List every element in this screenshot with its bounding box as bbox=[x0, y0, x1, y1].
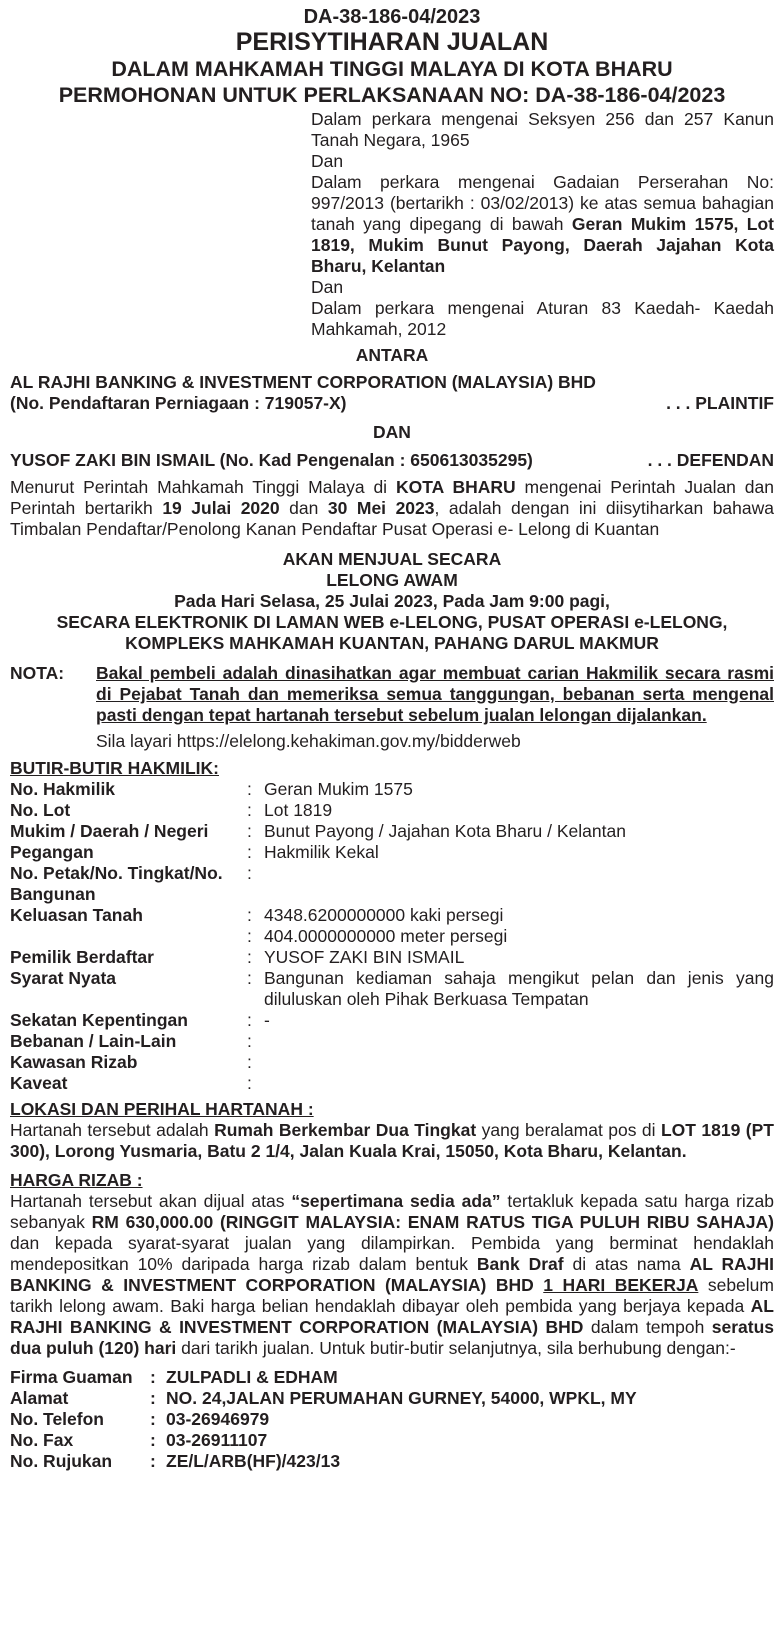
title-detail-value: 4348.6200000000 kaki persegi bbox=[264, 905, 504, 925]
title-detail-label: Keluasan Tanah bbox=[10, 905, 143, 925]
matter-line-2-bold: Geran Mukim 1575, Lot 1819, Mukim Bunut Payong, Daerah Jajahan Kota Bharu, Kelantan bbox=[311, 214, 774, 276]
title-detail-row bbox=[10, 968, 774, 1010]
firm-detail-value: NO. 24,JALAN PERUMAHAN GURNEY, 54000, WPKL, MY bbox=[166, 1388, 637, 1408]
title-detail-value: Hakmilik Kekal bbox=[264, 842, 379, 862]
title-detail-row bbox=[10, 1073, 774, 1094]
nota-text: Bakal pembeli adalah dinasihatkan agar membuat carian Hakmilik secara rasmi di Pejabat Tanah dan memeriksa semua tanggungan, bebanan serta mengenal pasti dengan tepat hartanah tersebut sebelum jualan lelongan dijalankan. bbox=[96, 663, 774, 725]
title-detail-value bbox=[264, 1031, 774, 1052]
title-detail-value: Bangunan kediaman sahaja mengikut pelan dan jenis yang diluluskan oleh Pihak Berkuasa Tempatan bbox=[264, 968, 774, 1009]
title-detail-label: Bebanan / Lain-Lain bbox=[10, 1031, 177, 1051]
title-detail-colon: : bbox=[247, 1073, 252, 1093]
firm-detail-label: Alamat bbox=[10, 1388, 69, 1408]
nota-label: NOTA: bbox=[10, 663, 65, 683]
antara-heading: ANTARA bbox=[355, 345, 429, 365]
title-detail-value: 404.0000000000 meter persegi bbox=[264, 926, 508, 946]
reserve-text-5 bbox=[534, 1275, 543, 1295]
firm-detail-label: No. Telefon bbox=[10, 1409, 104, 1429]
law-firm-table bbox=[10, 1367, 774, 1472]
defendant-name: YUSOF ZAKI BIN ISMAIL (No. Kad Pengenalan : 650613035295) bbox=[10, 450, 533, 470]
title-detail-value: Bunut Payong / Jajahan Kota Bharu / Kelantan bbox=[264, 821, 626, 841]
application-number: PERMOHONAN UNTUK PERLAKSANAAN NO: DA-38-186-04/2023 bbox=[58, 83, 726, 107]
title-detail-row bbox=[10, 800, 774, 821]
firm-detail-label: No. Fax bbox=[10, 1430, 74, 1450]
sale-announcement bbox=[10, 549, 774, 654]
title-detail-value: YUSOF ZAKI BIN ISMAIL bbox=[264, 947, 465, 967]
sale-line-2: LELONG AWAM bbox=[326, 570, 458, 590]
firm-detail-row bbox=[10, 1409, 774, 1430]
firm-detail-label: Firma Guaman bbox=[10, 1367, 133, 1387]
firm-detail-label: No. Rujukan bbox=[10, 1451, 113, 1471]
title-detail-row bbox=[10, 821, 774, 842]
plaintiff-name: AL RAJHI BANKING & INVESTMENT CORPORATION (MALAYSIA) BHD bbox=[10, 372, 596, 392]
order-text-4: , adalah dengan ini diisytiharkan bahawa Timbalan Pendaftar/Penolong Kanan Pendaftar Pusat Operasi e- Lelong di Kuantan bbox=[10, 498, 775, 539]
firm-detail-row bbox=[10, 1451, 774, 1472]
matter-line-1: Dalam perkara mengenai Seksyen 256 dan 257 Kanun Tanah Negara, 1965 bbox=[311, 109, 774, 150]
title-detail-row bbox=[10, 863, 774, 905]
title-detail-label: Kaveat bbox=[10, 1073, 68, 1093]
matter-line-2 bbox=[311, 172, 774, 277]
firm-detail-value: 03-26946979 bbox=[166, 1409, 270, 1429]
reserve-text-6: sebelum tarikh lelong awam. Baki harga belian hendaklah dibayar oleh pembida yang berjaya kepada bbox=[10, 1275, 774, 1316]
title-detail-row bbox=[10, 926, 774, 947]
reserve-bold-1: “sepertimana sedia ada” bbox=[291, 1191, 501, 1211]
reserve-bold-5: 1 HARI BEKERJA bbox=[543, 1275, 699, 1295]
title-detail-colon: : bbox=[247, 1031, 252, 1051]
document-title: PERISYTIHARAN JUALAN bbox=[235, 28, 549, 56]
dan-heading: DAN bbox=[373, 422, 411, 442]
title-detail-value: Lot 1819 bbox=[264, 800, 333, 820]
reserve-paragraph bbox=[10, 1191, 774, 1359]
title-detail-value: - bbox=[264, 1010, 270, 1030]
firm-detail-colon: : bbox=[150, 1430, 156, 1450]
title-detail-label: No. Petak/No. Tingkat/No. Bangunan bbox=[10, 863, 223, 904]
title-detail-row bbox=[10, 1031, 774, 1052]
title-detail-colon: : bbox=[247, 842, 252, 862]
title-detail-row bbox=[10, 947, 774, 968]
title-detail-colon: : bbox=[247, 863, 252, 883]
elelong-link[interactable]: Sila layari https://elelong.kehakiman.gov.my/bidderweb bbox=[96, 731, 521, 751]
matter-line-2-text: Dalam perkara mengenai Gadaian Perserahan No: 997/2013 (bertarikh : 03/02/2013) ke atas semua bahagian tanah yang dipegang di bawah bbox=[311, 172, 774, 234]
title-detail-value: Geran Mukim 1575 bbox=[264, 779, 413, 799]
reserve-price: RM 630,000.00 (RINGGIT MALAYSIA: ENAM RATUS TIGA PULUH RIBU SAHAJA) bbox=[91, 1212, 775, 1232]
matter-line-3: Dalam perkara mengenai Aturan 83 Kaedah- Kaedah Mahkamah, 2012 bbox=[311, 298, 774, 339]
sale-date-time: Pada Hari Selasa, 25 Julai 2023, Pada Jam 9:00 pagi, bbox=[174, 591, 610, 611]
property-type: Rumah Berkembar Dua Tingkat bbox=[214, 1120, 477, 1140]
matter-block bbox=[311, 109, 774, 340]
firm-detail-colon: : bbox=[150, 1367, 156, 1387]
title-detail-value bbox=[264, 863, 774, 905]
plaintiff-role: . . . PLAINTIF bbox=[666, 393, 774, 413]
reserve-bold-7: seratus dua puluh (120) hari bbox=[10, 1317, 775, 1358]
reserve-text-7: dalam tempoh bbox=[583, 1317, 712, 1337]
plaintiff-registration: (No. Pendaftaran Perniagaan : 719057-X) bbox=[10, 393, 347, 413]
matter-dan-1: Dan bbox=[311, 151, 344, 171]
matter-dan-2: Dan bbox=[311, 277, 344, 297]
location-text-2: yang beralamat pos di bbox=[476, 1120, 661, 1140]
court-name: DALAM MAHKAMAH TINGGI MALAYA DI KOTA BHARU bbox=[111, 57, 673, 81]
reserve-heading: HARGA RIZAB : bbox=[10, 1170, 143, 1190]
sale-venue-2: KOMPLEKS MAHKAMAH KUANTAN, PAHANG DARUL MAKMUR bbox=[125, 633, 659, 653]
reserve-text-1: Hartanah tersebut akan dijual atas bbox=[10, 1191, 292, 1211]
firm-detail-value: ZE/L/ARB(HF)/423/13 bbox=[166, 1451, 341, 1471]
title-detail-value bbox=[264, 1073, 774, 1094]
title-detail-row bbox=[10, 905, 774, 926]
sale-line-1: AKAN MENJUAL SECARA bbox=[282, 549, 502, 569]
order-text-2: mengenai Perintah Jualan dan Perintah bertarikh bbox=[10, 477, 774, 518]
title-detail-label: Mukim / Daerah / Negeri bbox=[10, 821, 209, 841]
reserve-text-2: tertakluk kepada satu harga rizab sebanyak bbox=[10, 1191, 775, 1232]
firm-detail-value: 03-26911107 bbox=[166, 1430, 268, 1450]
title-detail-colon: : bbox=[247, 821, 252, 841]
title-detail-colon: : bbox=[247, 800, 252, 820]
title-details-table bbox=[10, 779, 774, 1094]
title-detail-row bbox=[10, 842, 774, 863]
firm-detail-colon: : bbox=[150, 1451, 156, 1471]
firm-detail-colon: : bbox=[150, 1388, 156, 1408]
title-detail-colon: : bbox=[247, 926, 252, 946]
title-detail-label: No. Lot bbox=[10, 800, 71, 820]
title-detail-label: Pemilik Berdaftar bbox=[10, 947, 154, 967]
title-details-heading: BUTIR-BUTIR HAKMILIK: bbox=[10, 758, 219, 778]
firm-detail-row bbox=[10, 1367, 774, 1388]
title-detail-label: No. Hakmilik bbox=[10, 779, 116, 799]
order-text-3: dan bbox=[279, 498, 328, 518]
defendant-row bbox=[10, 450, 774, 471]
plaintiff-row bbox=[10, 393, 774, 414]
location-text-1: Hartanah tersebut adalah bbox=[10, 1120, 215, 1140]
reserve-text-3: dan kepada syarat-syarat jualan yang dilampirkan. Pembida yang berminat hendaklah mendepositkan 10% daripada harga rizab dalam bentuk bbox=[10, 1233, 774, 1274]
location-heading: LOKASI DAN PERIHAL HARTANAH : bbox=[10, 1099, 314, 1119]
title-detail-colon: : bbox=[247, 779, 252, 799]
order-paragraph bbox=[10, 477, 774, 540]
reserve-bold-4: AL RAJHI BANKING & INVESTMENT CORPORATION (MALAYSIA) BHD bbox=[10, 1254, 774, 1295]
firm-detail-colon: : bbox=[150, 1409, 156, 1429]
firm-detail-row bbox=[10, 1430, 774, 1451]
reserve-text-8: dari tarikh jualan. Untuk butir-butir selanjutnya, sila berhubung dengan:- bbox=[176, 1338, 736, 1358]
location-paragraph bbox=[10, 1120, 774, 1162]
title-detail-row bbox=[10, 779, 774, 800]
reserve-text-4: di atas nama bbox=[563, 1254, 690, 1274]
firm-detail-row bbox=[10, 1388, 774, 1409]
sale-venue-1: SECARA ELEKTRONIK DI LAMAN WEB e-LELONG, PUSAT OPERASI e-LELONG, bbox=[56, 612, 728, 632]
order-bold-2: 19 Julai 2020 bbox=[162, 498, 280, 518]
title-detail-row bbox=[10, 1010, 774, 1031]
nota-block bbox=[10, 663, 774, 752]
reserve-bold-3: Bank Draf bbox=[476, 1254, 564, 1274]
title-detail-colon: : bbox=[247, 1010, 252, 1030]
title-detail-label: Syarat Nyata bbox=[10, 968, 117, 988]
title-detail-colon: : bbox=[247, 1052, 252, 1072]
order-bold-1: KOTA BHARU bbox=[395, 477, 516, 497]
title-detail-label: Kawasan Rizab bbox=[10, 1052, 138, 1072]
nota-body bbox=[96, 663, 774, 752]
order-text-1: Menurut Perintah Mahkamah Tinggi Malaya di bbox=[10, 477, 396, 497]
title-detail-value bbox=[264, 1052, 774, 1073]
property-address: LOT 1819 (PT 300), Lorong Yusmaria, Batu 2 1/4, Jalan Kuala Krai, 15050, Kota Bharu, Kelantan. bbox=[10, 1120, 774, 1161]
case-reference: DA-38-186-04/2023 bbox=[303, 6, 481, 28]
title-detail-label: Sekatan Kepentingan bbox=[10, 1010, 188, 1030]
firm-detail-value: ZULPADLI & EDHAM bbox=[166, 1367, 338, 1387]
reserve-bold-6: AL RAJHI BANKING & INVESTMENT CORPORATION (MALAYSIA) BHD bbox=[10, 1296, 774, 1337]
title-detail-label: Pegangan bbox=[10, 842, 94, 862]
title-detail-colon: : bbox=[247, 905, 252, 925]
title-detail-colon: : bbox=[247, 968, 252, 988]
defendant-role: . . . DEFENDAN bbox=[647, 450, 774, 470]
title-detail-row bbox=[10, 1052, 774, 1073]
title-detail-label bbox=[10, 926, 247, 947]
order-bold-3: 30 Mei 2023 bbox=[327, 498, 435, 518]
title-detail-colon: : bbox=[247, 947, 252, 967]
